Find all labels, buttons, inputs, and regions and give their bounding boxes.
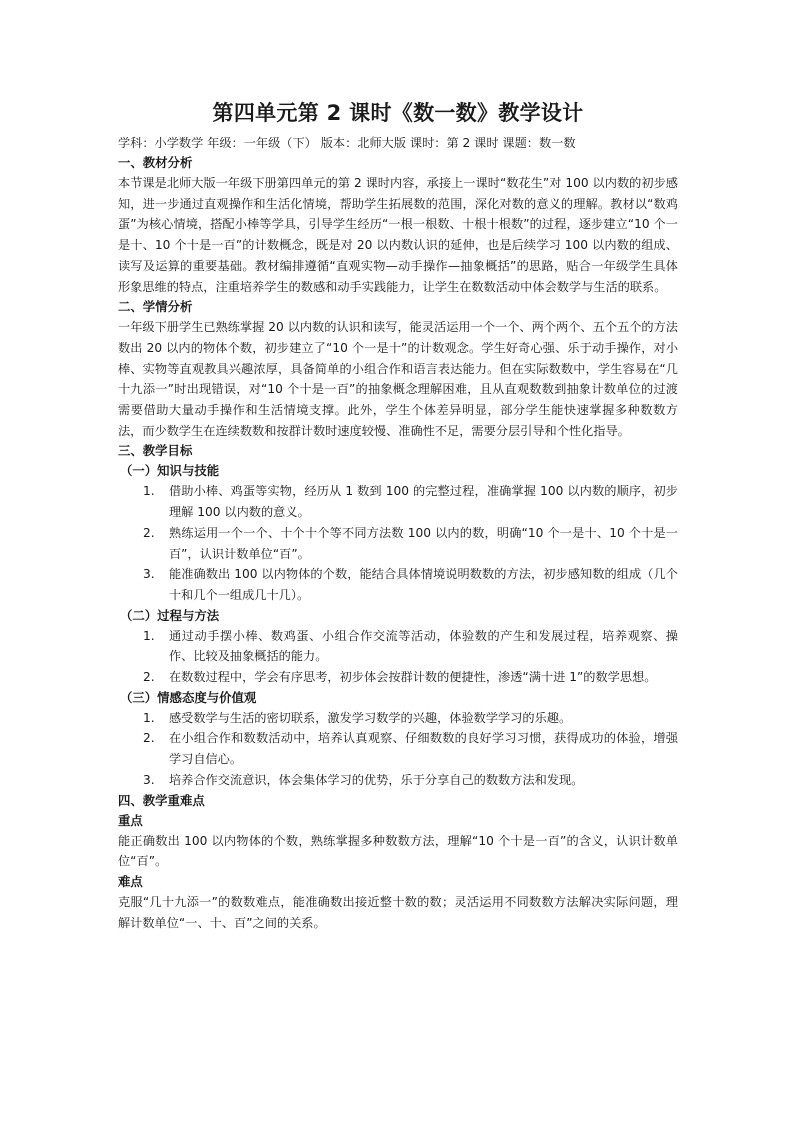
list-number: 3.	[143, 567, 155, 582]
list-item	[118, 728, 678, 769]
list-item-text: 熟练运用一个一个、十个十个等不同方法数 100 以内的数，明确“10 个一是十、10 个十是一百”，认识计数单位“百”。	[169, 525, 678, 561]
list-item	[118, 626, 678, 667]
course-meta: 学科：小学数学 年级：一年级（下） 版本：北师大版 课时：第 2 课时 课题：数一数	[118, 136, 576, 150]
section-heading-student-analysis: 二、学情分析	[118, 299, 193, 315]
process-methods-list	[118, 626, 678, 688]
list-number: 3.	[143, 772, 155, 787]
section-heading-key-difficult-points: 四、教学重难点	[118, 792, 205, 808]
difficult-point-paragraph: 克服“几十九添一”的数数难点，能准确数出接近整十数的数；灵活运用不同数数方法解决实际问题，理解计数单位“一、十、百”之间的关系。	[118, 894, 678, 930]
subheading-knowledge-skills: （一）知识与技能	[120, 463, 220, 479]
list-item	[118, 481, 678, 522]
list-number: 2.	[143, 525, 155, 540]
attitude-values-list	[118, 708, 678, 791]
difficult-point-heading: 难点	[118, 873, 143, 889]
list-item-text: 培养合作交流意识，体会集体学习的优势，乐于分享自己的数数方法和发现。	[169, 772, 584, 787]
list-number: 2.	[143, 670, 155, 685]
section-heading-teaching-goals: 三、教学目标	[118, 443, 193, 459]
list-number: 1.	[143, 710, 155, 725]
list-number: 2.	[143, 731, 155, 746]
key-point-paragraph: 能正确数出 100 以内物体的个数，熟练掌握多种数数方法，理解“10 个十是一百”的含义，认识计数单位“百”。	[118, 833, 678, 869]
list-item-text: 在小组合作和数数活动中，培养认真观察、仔细数数的良好学习习惯，获得成功的体验，增强学习自信心。	[169, 731, 678, 767]
textbook-analysis-paragraph: 本节课是北师大版一年级下册第四单元的第 2 课时内容，承接上一课时“数花生”对 100 以内数的初步感知，进一步通过直观操作和生活化情境，帮助学生拓展数的范围，深化对数的意义的理解。教材以“数鸡蛋”为核心情境，搭配小棒等学具，引导学生经历“一根一根数、十根十根数”的过程，逐步建立“10 个一是十、10 个十是一百”的计数概念，既是对 20 以内数认识的延伸，也是后续学习 100 以内数的组成、读写及运算的重要基础。教材编排遵循“直观实物—动手操作—抽象概括”的思路，贴合一年级学生具体形象思维的特点，注重培养学生的数感和动手实践能力，让学生在数数活动中体会数学与生活的联系。	[118, 176, 678, 294]
list-item	[118, 770, 678, 791]
section-heading-textbook-analysis: 一、教材分析	[118, 155, 193, 170]
subheading-process-methods: （二）过程与方法	[120, 607, 220, 623]
list-item	[118, 523, 678, 564]
page-title: 第四单元第 2 课时《数一数》教学设计	[212, 101, 584, 125]
list-item-text: 通过动手摆小棒、数鸡蛋、小组合作交流等活动，体验数的产生和发展过程，培养观察、操作、比较及抽象概括的能力。	[169, 628, 678, 664]
list-item	[118, 708, 678, 729]
list-number: 1.	[143, 628, 155, 643]
list-item-text: 在数数过程中，学会有序思考，初步体会按群计数的便捷性，渗透“满十进 1”的数学思想。	[169, 670, 657, 685]
key-point-heading: 重点	[118, 812, 143, 828]
list-item-text: 感受数学与生活的密切联系，激发学习数学的兴趣，体验数学学习的乐趣。	[169, 710, 572, 725]
list-item-text: 借助小棒、鸡蛋等实物，经历从 1 数到 100 的完整过程，准确掌握 100 以内数的顺序，初步理解 100 以内数的意义。	[169, 484, 678, 520]
list-item	[118, 564, 678, 605]
list-number: 1.	[143, 484, 155, 499]
knowledge-skills-list	[118, 481, 678, 605]
list-item-text: 能准确数出 100 以内物体的个数，能结合具体情境说明数数的方法，初步感知数的组成（几个十和几个一组成几十几）。	[169, 567, 678, 602]
document-page	[118, 98, 678, 933]
student-analysis-paragraph: 一年级下册学生已熟练掌握 20 以内数的认识和读写，能灵活运用一个一个、两个两个、五个五个的方法数出 20 以内的物体个数，初步建立了“10 个一是十”的计数观念。学生好奇心强、乐于动手操作，对小棒、实物等直观教具兴趣浓厚，具备简单的小组合作和语言表达能力。但在实际数数中，学生容易在“几十九添一”时出现错误，对“10 个十是一百”的抽象概念理解困难，且从直观数数到抽象计数单位的过渡需要借助大量动手操作和生活情境支撑。此外，学生个体差异明显，部分学生能快速掌握多种数数方法，而少数学生在连续数数和按群计数时速度较慢、准确性不足，需要分层引导和个性化指导。	[118, 320, 678, 438]
list-item	[118, 667, 678, 688]
subheading-attitude-values: （三）情感态度与价值观	[120, 689, 257, 705]
